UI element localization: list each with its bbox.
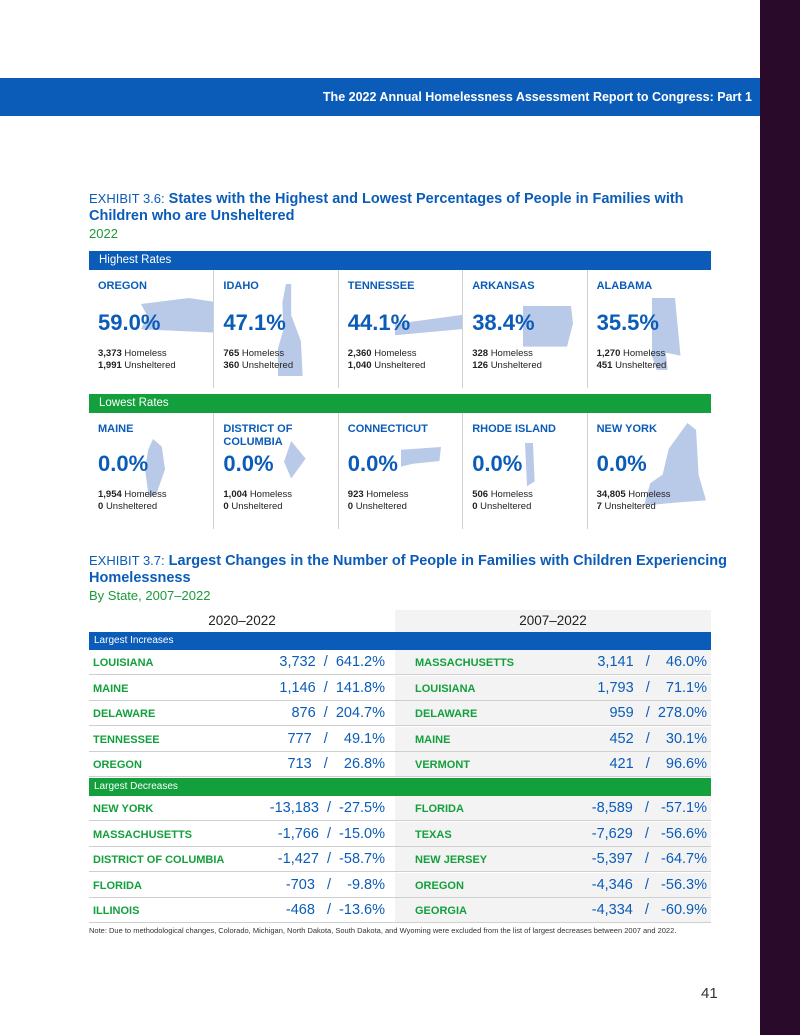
lowest-rate-card	[213, 413, 338, 529]
unsheltered-count: 0 Unsheltered	[98, 501, 158, 512]
change-2020-2022: -13,183 / -27.5%	[269, 800, 385, 816]
table-row	[89, 898, 711, 923]
state-name: DISTRICT OF COLUMBIA	[223, 423, 293, 448]
homeless-count: 1,954 Homeless	[98, 489, 167, 500]
unsheltered-count: 0 Unsheltered	[347, 501, 407, 512]
exhibit-3-6-year: 2022	[89, 226, 118, 241]
state-counts	[348, 348, 426, 372]
report-header-bar	[0, 78, 760, 116]
homeless-count: 34,805 Homeless	[596, 489, 671, 500]
homeless-count: 506 Homeless	[472, 489, 533, 500]
lowest-rate-card	[462, 413, 587, 529]
change-2020-2022: 3,732 / 641.2%	[279, 654, 385, 670]
state-name: RHODE ISLAND	[472, 423, 556, 435]
largest-decreases-band-label: Largest Decreases	[94, 781, 178, 792]
state-2020-2022: LOUISIANA	[93, 657, 154, 669]
state-counts	[223, 489, 292, 513]
page-number: 41	[701, 985, 718, 1002]
highest-rate-card	[89, 270, 213, 388]
period-2020-2022-header: 2020–2022	[208, 613, 276, 628]
homeless-count: 1,004 Homeless	[223, 489, 293, 500]
state-counts	[597, 489, 671, 513]
table-row	[89, 873, 711, 898]
change-2020-2022: -1,766 / -15.0%	[277, 825, 385, 842]
unsheltered-percent: 0.0%	[472, 451, 523, 476]
state-counts	[98, 348, 176, 372]
highest-rates-band	[89, 251, 711, 270]
change-2020-2022: 777 / 49.1%	[287, 730, 385, 747]
largest-increases-band	[89, 632, 711, 650]
state-counts	[472, 348, 542, 372]
state-counts	[223, 348, 293, 372]
state-2007-2022: DELAWARE	[415, 708, 478, 721]
exhibit-3-7-title	[89, 552, 729, 587]
table-row	[89, 822, 711, 847]
unsheltered-percent: 47.1%	[223, 310, 286, 335]
lowest-rates-label: Lowest Rates	[99, 397, 169, 409]
change-2007-2022: -7,629 / -56.6%	[591, 825, 707, 842]
exhibit-3-7-name: Largest Changes in the Number of People in Families with Children Experiencing Homelessness	[89, 553, 728, 586]
state-name: IDAHO	[223, 280, 259, 292]
state-2020-2022: NEW YORK	[93, 803, 154, 815]
state-2020-2022: TENNESSEE	[93, 733, 160, 746]
state-name: NEW YORK	[596, 423, 657, 435]
homeless-count: 328 Homeless	[472, 348, 533, 359]
highest-rate-card	[213, 270, 338, 388]
state-name: TENNESSEE	[347, 280, 415, 292]
state-2007-2022: FLORIDA	[415, 803, 464, 815]
change-2020-2022: 713 / 26.8%	[287, 756, 385, 773]
page-edge-band	[760, 0, 800, 1035]
table-row	[89, 752, 711, 777]
state-2007-2022: MAINE	[415, 733, 451, 746]
change-2007-2022: -5,397 / -64.7%	[591, 851, 707, 868]
exhibit-3-6-name: States with the Highest and Lowest Percentages of People in Families with Children who are Unsheltered	[89, 191, 684, 224]
change-2007-2022: -4,334 / -60.9%	[591, 902, 707, 919]
table-row	[89, 650, 711, 675]
lowest-rate-card	[89, 413, 213, 529]
homeless-count: 923 Homeless	[347, 489, 409, 500]
state-2007-2022: NEW JERSEY	[415, 854, 488, 867]
homeless-count: 3,373 Homeless	[98, 348, 167, 359]
state-name: ARKANSAS	[472, 280, 535, 292]
state-counts	[472, 489, 533, 513]
state-2020-2022: MASSACHUSETTS	[93, 828, 193, 841]
highest-rate-card	[338, 270, 463, 388]
state-name: CONNECTICUT	[347, 423, 428, 435]
change-2020-2022: -468 / -13.6%	[285, 902, 385, 919]
state-counts	[98, 489, 167, 513]
unsheltered-count: 0 Unsheltered	[472, 501, 532, 512]
highest-rates-row	[89, 270, 711, 388]
exhibit-3-7-label: EXHIBIT 3.7:	[89, 553, 165, 568]
unsheltered-count: 1,991 Unsheltered	[98, 360, 176, 371]
highest-rate-card	[587, 270, 712, 388]
footnote: Note: Due to methodological changes, Colorado, Michigan, North Dakota, South Dakota, and Wyoming were excluded from the list of largest decreases between 2007 and 2022.	[89, 926, 677, 935]
change-2020-2022: 876 / 204.7%	[291, 705, 385, 722]
largest-decreases-band	[89, 778, 711, 796]
report-title: The 2022 Annual Homelessness Assessment Report to Congress: Part 1	[322, 90, 752, 104]
change-2020-2022: 1,146 / 141.8%	[279, 679, 385, 696]
state-2007-2022: VERMONT	[415, 759, 470, 772]
unsheltered-percent: 44.1%	[347, 310, 411, 335]
change-2020-2022: -703 / -9.8%	[285, 876, 385, 893]
table-row	[89, 727, 711, 752]
state-2020-2022: OREGON	[93, 759, 142, 772]
unsheltered-percent: 0.0%	[98, 451, 149, 476]
change-2007-2022: 1,793 / 71.1%	[597, 679, 707, 696]
change-2007-2022: 3,141 / 46.0%	[597, 654, 707, 670]
highest-rate-card	[462, 270, 587, 388]
state-2020-2022: DISTRICT OF COLUMBIA	[93, 854, 225, 867]
table-row	[89, 847, 711, 872]
exhibit-3-6-title	[89, 190, 729, 225]
unsheltered-percent: 0.0%	[223, 451, 274, 476]
largest-increases-band-label: Largest Increases	[94, 635, 174, 646]
connecticut-map-icon	[401, 447, 441, 475]
unsheltered-count: 126 Unsheltered	[472, 360, 542, 371]
state-2007-2022: OREGON	[415, 879, 464, 892]
table-row	[89, 701, 711, 726]
table-row	[89, 676, 711, 701]
state-name: ALABAMA	[596, 280, 653, 292]
lowest-rate-card	[587, 413, 712, 529]
change-2020-2022: -1,427 / -58.7%	[277, 851, 385, 868]
rhode-island-map-icon	[525, 443, 545, 491]
unsheltered-percent: 59.0%	[98, 310, 161, 335]
state-2020-2022: MAINE	[93, 682, 129, 695]
homeless-count: 765 Homeless	[223, 348, 285, 359]
change-2007-2022: -8,589 / -57.1%	[591, 800, 707, 816]
lowest-rates-band	[89, 394, 711, 413]
change-2007-2022: 959 / 278.0%	[609, 705, 707, 722]
unsheltered-percent: 35.5%	[596, 310, 659, 335]
unsheltered-percent: 0.0%	[596, 451, 647, 476]
homeless-count: 1,270 Homeless	[596, 348, 666, 359]
unsheltered-percent: 38.4%	[472, 310, 535, 335]
lowest-rate-card	[338, 413, 463, 529]
unsheltered-percent: 0.0%	[347, 451, 398, 476]
lowest-rates-row	[89, 413, 711, 529]
exhibit-3-6-label: EXHIBIT 3.6:	[89, 191, 165, 206]
unsheltered-count: 451 Unsheltered	[596, 360, 667, 371]
unsheltered-count: 360 Unsheltered	[223, 360, 294, 371]
unsheltered-count: 0 Unsheltered	[223, 501, 283, 512]
unsheltered-count: 1,040 Unsheltered	[347, 360, 426, 371]
state-counts	[597, 348, 667, 372]
state-name: MAINE	[98, 423, 134, 435]
highest-rates-label: Highest Rates	[99, 254, 172, 266]
state-2007-2022: TEXAS	[415, 828, 452, 841]
period-2007-2022-header: 2007–2022	[395, 610, 711, 632]
change-2007-2022: 421 / 96.6%	[609, 756, 707, 773]
exhibit-3-7-subtitle: By State, 2007–2022	[89, 588, 211, 603]
state-2020-2022: ILLINOIS	[93, 905, 140, 918]
change-2007-2022: -4,346 / -56.3%	[591, 876, 707, 893]
homeless-count: 2,360 Homeless	[347, 348, 417, 359]
state-2007-2022: LOUISIANA	[415, 682, 476, 695]
table-row	[89, 796, 711, 821]
state-2007-2022: MASSACHUSETTS	[415, 657, 515, 669]
state-2020-2022: FLORIDA	[93, 879, 142, 892]
state-2007-2022: GEORGIA	[415, 905, 467, 918]
state-name: OREGON	[98, 280, 147, 292]
unsheltered-count: 7 Unsheltered	[596, 501, 656, 512]
state-2020-2022: DELAWARE	[93, 708, 156, 721]
state-counts	[348, 489, 409, 513]
change-2007-2022: 452 / 30.1%	[609, 730, 707, 747]
